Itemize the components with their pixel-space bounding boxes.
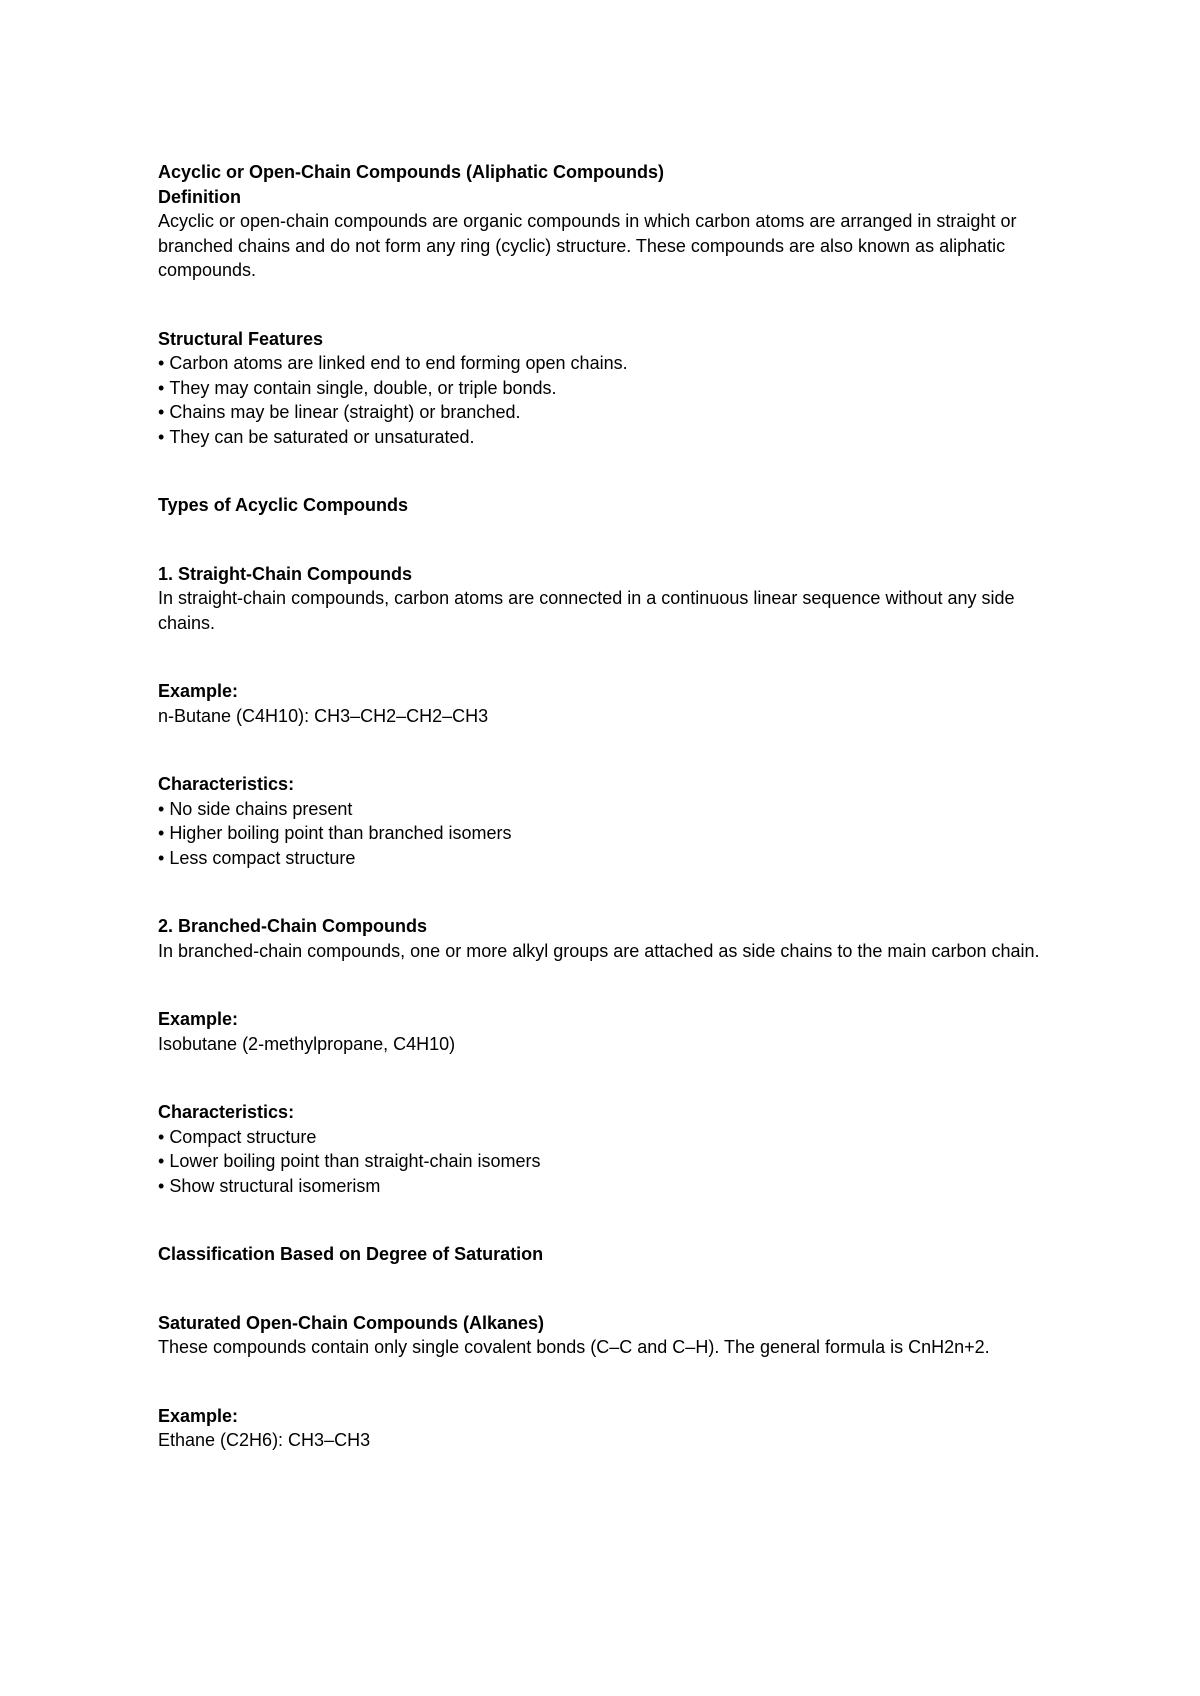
spacer <box>158 870 1050 914</box>
list-item: • They can be saturated or unsaturated. <box>158 425 1050 450</box>
definition-text: Acyclic or open-chain compounds are organic compounds in which carbon atoms are arranged in straight or branched chains and do not form any ring (cyclic) structure. These compounds are also known as aliphatic compounds. <box>158 211 1017 280</box>
straight-chain-example-text: n-Butane (C4H10): CH3–CH2–CH2–CH3 <box>158 705 489 726</box>
straight-chain-characteristics-list <box>158 797 1050 871</box>
document-title: Acyclic or Open-Chain Compounds (Aliphatic Compounds) <box>158 162 665 182</box>
list-item: • No side chains present <box>158 797 1050 822</box>
list-item: • Show structural isomerism <box>158 1174 1050 1199</box>
list-item: • They may contain single, double, or triple bonds. <box>158 376 1050 401</box>
saturated-section <box>158 1311 1050 1453</box>
branched-chain-section <box>158 914 1050 1198</box>
structural-features-list <box>158 351 1050 449</box>
spacer <box>158 518 1050 562</box>
list-item: • Compact structure <box>158 1125 1050 1150</box>
saturation-heading: Classification Based on Degree of Saturation <box>158 1244 544 1264</box>
straight-chain-text: In straight-chain compounds, carbon atoms are connected in a continuous linear sequence without any side chains. <box>158 588 1015 633</box>
spacer <box>158 1198 1050 1242</box>
straight-chain-characteristics-heading: Characteristics: <box>158 774 295 794</box>
branched-chain-example-text: Isobutane (2-methylpropane, C4H10) <box>158 1033 456 1054</box>
spacer <box>158 635 1050 679</box>
structural-features-heading: Structural Features <box>158 328 324 349</box>
branched-chain-characteristics-list <box>158 1125 1050 1199</box>
list-item: • Higher boiling point than branched isomers <box>158 821 1050 846</box>
spacer <box>158 1267 1050 1311</box>
spacer <box>158 1056 1050 1100</box>
straight-chain-heading: 1. Straight-Chain Compounds <box>158 563 412 584</box>
branched-chain-text: In branched-chain compounds, one or more alkyl groups are attached as side chains to the main carbon chain. <box>158 940 1040 961</box>
branched-chain-example-heading: Example: <box>158 1009 239 1029</box>
saturated-text: These compounds contain only single covalent bonds (C–C and C–H). The general formula is CnH2n+2. <box>158 1337 990 1357</box>
list-item: • Chains may be linear (straight) or branched. <box>158 400 1050 425</box>
structural-features-section <box>158 327 1050 450</box>
list-item: • Less compact structure <box>158 846 1050 871</box>
spacer <box>158 1360 1050 1404</box>
spacer <box>158 963 1050 1007</box>
list-item: • Carbon atoms are linked end to end forming open chains. <box>158 351 1050 376</box>
spacer <box>158 283 1050 327</box>
spacer <box>158 449 1050 493</box>
saturated-example-text: Ethane (C2H6): CH3–CH3 <box>158 1430 371 1450</box>
saturated-example-heading: Example: <box>158 1405 239 1426</box>
straight-chain-example-heading: Example: <box>158 681 239 701</box>
saturated-heading: Saturated Open-Chain Compounds (Alkanes) <box>158 1312 545 1333</box>
straight-chain-section <box>158 562 1050 871</box>
branched-chain-characteristics-heading: Characteristics: <box>158 1102 295 1122</box>
definition-heading: Definition <box>158 186 241 207</box>
types-heading: Types of Acyclic Compounds <box>158 495 409 515</box>
branched-chain-heading: 2. Branched-Chain Compounds <box>158 916 428 936</box>
spacer <box>158 728 1050 772</box>
definition-section <box>158 185 1050 283</box>
list-item: • Lower boiling point than straight-chain isomers <box>158 1149 1050 1174</box>
